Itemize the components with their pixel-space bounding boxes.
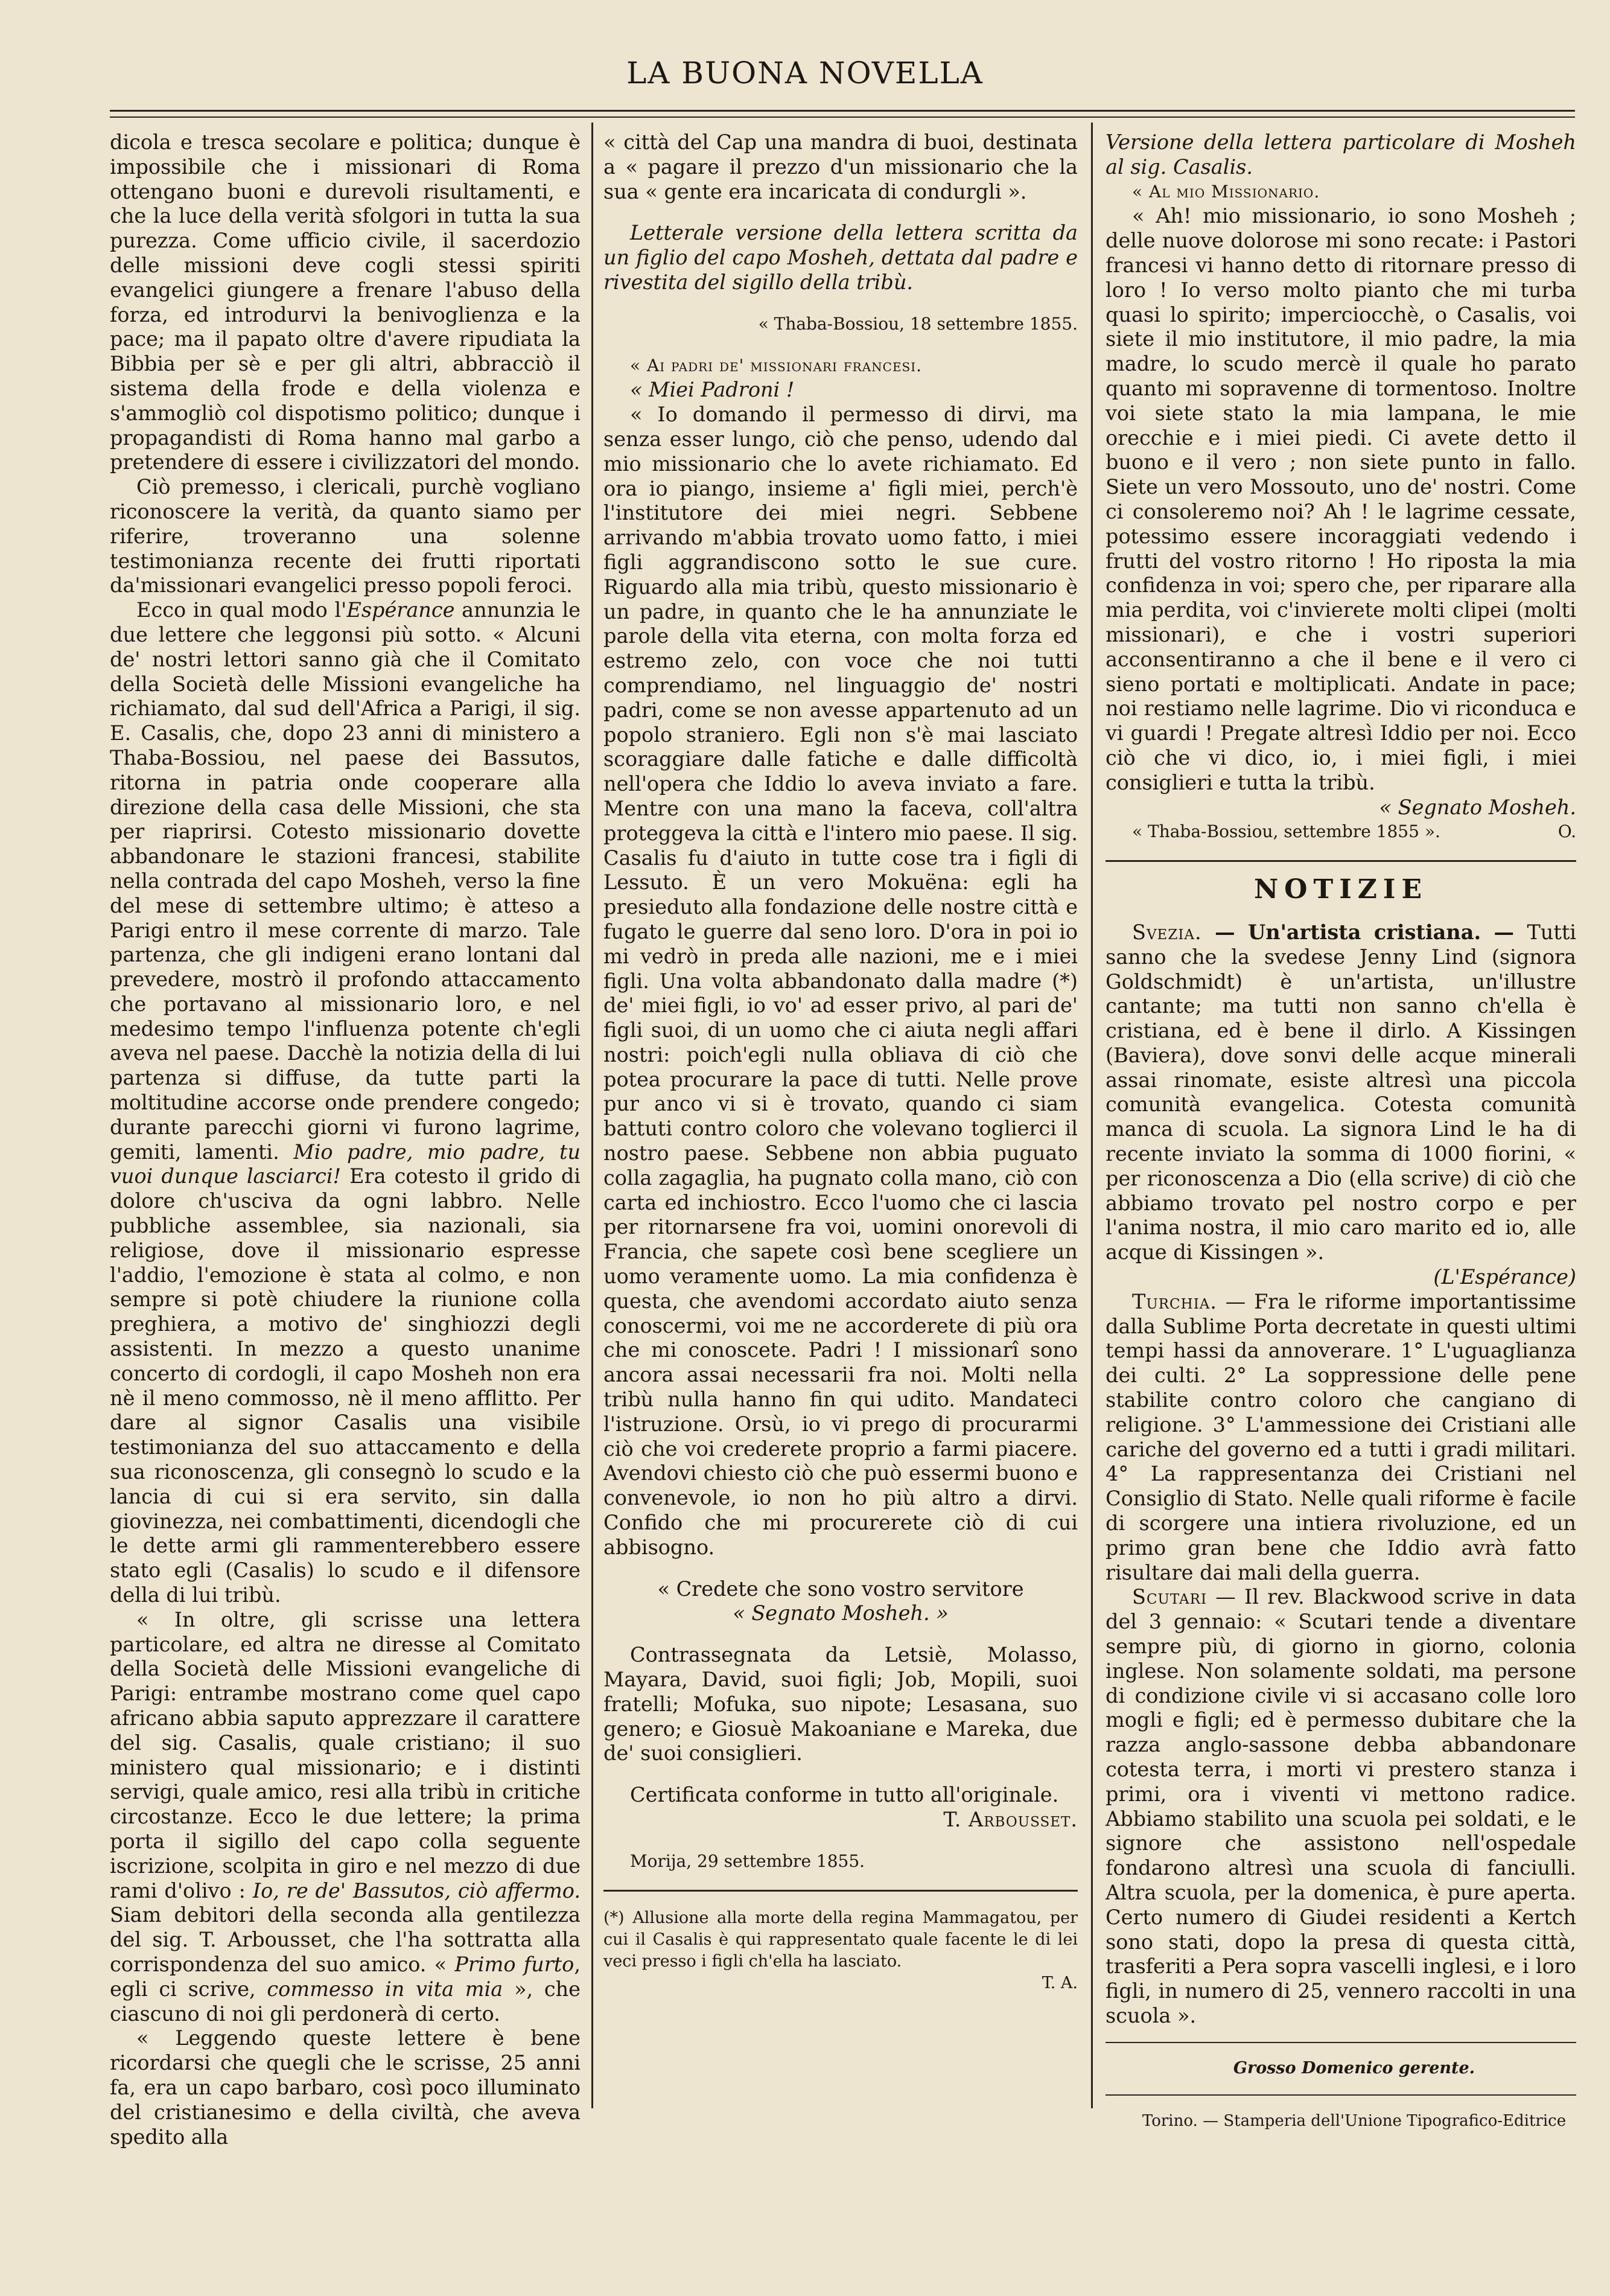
text-run: — Il rev. Blackwood scrive in data del 3 gennaio: « Scutari tende a diventare sempre più, di giorno in giorno, colonia inglese. Non solamente soldati, ma persone di condizione civile vi si accasano colle loro mogli e figli; ed è permesso dubitare che la razza anglo-sassone debba abbandonare cotesta terra, i morti vi prestero stanza i primi, ora i viventi vi mettono radice. Abbiamo stabilito una scuola pei soldati, e le signore che assistono nell'ospedale fondarono altresì una scuola di fanciulli. Altra scuola, per la domenica, è pure aperta. Certo numero di Giudei residenti a Kertch sono stati, dopo la presa di questa città, trasferiti a Pera sopra vascelli inglesi, e i loro figli, in numero di 25, vennero raccolti in una scuola ». — [1106, 1585, 1576, 2027]
news-place: Turchia. — [1132, 1289, 1218, 1313]
news-item — [1106, 920, 1576, 1265]
masthead-rule — [110, 110, 1575, 112]
editor-line: Grosso Domenico gerente. — [1233, 2058, 1475, 2078]
letter-date — [1106, 820, 1576, 844]
letter-salutation: « Miei Padroni ! — [630, 378, 795, 402]
news-item — [1106, 1290, 1576, 1586]
text-run: annunzia le due lettere che leggonsi più sotto. « Alcuni de' nostri lettori sanno già che il Comitato della Società delle Missioni evangeliche ha richiamato, dal sud dell'Africa a Parigi, il sig. E. Casalis, che, dopo 23 anni di ministero a Thaba-Bossiou, nel paese dei Bassutos, ritorna in patria onde cooperare alla direzione della casa delle Missioni, che sta per riaprirsi. Cotesto missionario dovette abbandonare le stazioni francesi, stabilite nella contrada del capo Mosheh, verso la fine del mese di settembre ultimo; è atteso a Parigi entro il mese corrente di marzo. Tale partenza, che gli indigeni erano lontani dal prevedere, mostrò il profondo attaccamento che portavano al missionario loro, e nel medesimo tempo l'influenza potente ch'egli aveva nel paese. Dacchè la notizia della di lui partenza si diffuse, da tutte parti la moltitudine accorse onde prendere congedo; durante parecchi giorni vi furono lagrime, gemiti, lamenti. — [110, 598, 581, 1164]
column-divider-right — [1091, 123, 1093, 2108]
text-run: Primo furto — [454, 1952, 574, 1976]
paragraph — [110, 1608, 581, 2027]
certifier: T. Arbousset. — [943, 1808, 1078, 1831]
footnote-signature: T. A. — [1042, 1973, 1078, 1992]
column-1 — [110, 130, 581, 2149]
paragraph: dicola e tresca secolare e politica; dunque è impossibile che i missionari di Roma ottengano buoni e durevoli risultamenti, e che la luce della verità sfolgori in tutta la sua purezza. Come ufficio civile, il sacerdozio delle missioni deve cogli stessi spiriti evangelici giungere a frenare l'abuso della forza, ed introdurvi la benivoglienza e la pace; ma il papato oltre d'avere ripudiata la Bibbia per sè e per gli altri, abbracciò il sistema della frode e della violenza e s'ammogliò col dispotismo politico; dunque i propagandisti di Roma hanno mal garbo a pretendere di essere i civilizzatori del mondo. — [110, 130, 581, 474]
text-run: Tutti sanno che la svedese Jenny Lind (signora Goldschmidt) è un'artista, un'illustre cantante; ma tutti non sanno ch'ella è cristiana, ed è bene il dirlo. A Kissingen (Baviera), dove sonvi delle acque minerali assai rinomate, esiste altresì una piccola comunità evangelica. Cotesta comunità manca di scuola. La signora Lind le ha di recente inviato la somma di 1000 fiorini, « per riconoscenza a Dio (ella scrive) di ciò che abbiamo trovato pel nostro corpo e per l'anima nostra, il mio caro marito ed io, alle acque di Kissingen ». — [1106, 920, 1576, 1264]
letter-body: « Io domando il permesso di dirvi, ma senza esser lungo, ciò che penso, udendo dal mio missionario che lo avete richiamato. Ed ora io piango, insieme a' figli miei, perch'è l'institutore dei miei negri. Sebbene arrivando m'abbia trovato uomo fatto, i miei figli aggrandiscono sotto le sue cure. Riguardo alla mia tribù, questo missionario è un padre, in quanto che le ha annunziate le parole della vita eterna, con molta forza ed estremo zelo, con voce che noi tutti comprendiamo, nel linguaggio de' nostri padri, come se non avesse appartenuto ad un popolo straniero. Egli non s'è mai lasciato scoraggiare dalle fatiche e dalle difficoltà nell'opera che Iddio lo aveva inviato a fare. Mentre con una mano la faceva, coll'altra proteggeva la città e l'intero mio paese. Il sig. Casalis fu d'aiuto in tutte cose tra i figli di Lessuto. È un vero Mokuëna: egli ha presieduto alla fondazione delle nostre città e fugato le guerre dal seno loro. D'ora in poi io mi vedrò in preda alle nazioni, me e i miei figli. Una volta abbandonato dalla madre (*) de' miei figli, io vo' ad esser privo, al pari de' figli suoi, di un uomo che ci aiuta negli affari nostri: poich'egli nulla obliava di ciò che potea procurare la pace di tutti. Nelle prove pur anco vi si è trovato, quando ci siam battuti contro coloro che volevano toglierci il nostro paese. Sebbene non abbia puguato colla zagaglia, ha pugnato colla mano, ciò con carta ed inchiostro. Ecco l'uomo che ci lascia per ritornarsene fra voi, uomini onorevoli di Francia, che sapete così bene scegliere un uomo veramente uomo. La mia confidenza è questa, che avendomi accordato aiuto senza conoscermi, voi me ne accorderete di più ora che mi conoscete. Padri ! I missionarî sono ancora assai necessarii fra noi. Molti nella tribù nulla hanno fin qui udito. Mandateci l'istruzione. Orsù, io vi prego di procurarmi ciò che voi crederete proprio a farmi piacere. Avendovi chiesto ciò che può essermi buono e convenevole, io non ho più altro a dirvi. Confido che mi procurerete ciò di cui abbisogno. — [603, 403, 1078, 1559]
masthead-rule-thin — [110, 116, 1575, 118]
text-run: Ecco in qual modo l' — [136, 598, 347, 622]
countersignature: Contrassegnata da Letsiè, Molasso, Mayara, David, suoi figli; Job, Mopili, suoi fratelli; Mofuka, suo nipote; Lesasana, suo genero; e Giosuè Makoaniane e Mareka, due de' suoi consiglieri. — [603, 1643, 1078, 1765]
letter-closing: « Credete che sono vostro servitore — [657, 1577, 1024, 1601]
news-source: (L'Espérance) — [1433, 1265, 1576, 1289]
news-section-title: NOTIZIE — [1253, 874, 1428, 905]
text-run: », che ciascuno di noi gli perdonerà di certo. — [110, 1977, 581, 2026]
section-rule — [1106, 860, 1576, 862]
footnote: (*) Allusione alla morte della regina Mammagatou, per cui il Casalis è qui rappresentato quale facente le di lei veci presso i figli ch'ella ha lasciato. — [603, 1908, 1078, 1971]
paragraph: « città del Cap una mandra di buoi, destinata a « pagare il prezzo d'un missionario che la sua « gente era incaricata di condurgli ». — [603, 130, 1078, 203]
news-place: Scutari — [1132, 1585, 1208, 1609]
letter-heading: Versione della lettera particolare di Mosheh al sig. Casalis. — [1106, 130, 1576, 179]
letter-heading: Letterale versione della lettera scritta da un figlio del capo Mosheh, dettata dal padre e rivestita del sigillo della tribù. — [603, 221, 1078, 294]
letter-address: « Al mio Missionario. — [1132, 181, 1320, 202]
text-run: Era cotesto il grido di dolore ch'usciva da ogni labbro. Nelle pubbliche assemblee, sia nazionali, sia religiose, dove il missionario espresse l'addio, l'emozione è stata al colmo, e non sempre si potè chiudere la riunione colla preghiera, a motivo de' singhiozzi degli assistenti. In mezzo a questo unanime concerto di cordogli, il capo Mosheh non era nè il meno commosso, nè il meno afflitto. Per dare al signor Casalis una visibile testimonianza del suo attaccamento e della sua riconoscenza, gli consegnò lo scudo e la lancia di cui si era servito, sin dalla giovinezza, nei combattimenti, dicendogli che le dette armi gli rammenterebbero essere stato egli (Casalis) lo scudo e il difensore della di lui tribù. — [110, 1164, 581, 1607]
letter-signature: « Segnato Mosheh. — [1379, 795, 1576, 819]
place-date: Morija, 29 settembre 1855. — [630, 1851, 865, 1871]
news-place: Svezia. — [1132, 920, 1202, 944]
paragraph: Ciò premesso, i clericali, purchè vogliano riconoscere la verità, da quanto siamo per riferire, troveranno una solenne testimonianza recente dei frutti riportati da'missionari evangelici presso popoli feroci. — [110, 475, 581, 598]
text-run: Siam debitori della seconda alla gentilezza del sig. T. Arbousset, che l'ha sottratta alla corrispondenza del suo amico. « — [110, 1903, 581, 1976]
column-divider-left — [591, 123, 593, 2108]
news-item — [1106, 1585, 1576, 2028]
footnote-rule — [603, 1890, 1078, 1892]
printer-line: Torino. — Stamperia dell'Unione Tipografico-Editrice — [1142, 2111, 1567, 2130]
text-run: , egli ci scrive, — [110, 1952, 581, 2001]
text-run: — Fra le riforme importantissime dalla Sublime Porta decretate in questi ultimi tempi hassi da annoverare. 1° L'uguaglianza dei culti. 2° La soppressione delle pene stabilite contro coloro che cangiano di religione. 3° L'ammessione dei Cristiani alle cariche del governo ed a tutti i gradi militari. 4° La rappresentanza dei Cristiani nel Consiglio di Stato. Nelle quali riforme è facile di scorgere una intiera rivoluzione, ed un primo gran bene che Iddio avrà fatto risultare dai mali della guerra. — [1106, 1289, 1576, 1584]
text-run: Mio padre, mio padre, tu vuoi dunque lasciarci! — [110, 1140, 581, 1188]
letter-dateline: « Thaba-Bossiou, 18 settembre 1855. — [758, 313, 1078, 334]
text-run: « In oltre, gli scrisse una lettera particolare, ed altra ne diresse al Comitato della Società delle Missioni evangeliche di Parigi: entrambe mostrano come quel capo africano abbia saputo apprezzare il carattere del sig. Casalis, quale cristiano; il suo ministero qual missionario; e i distinti servigi, quale amico, resi alla tribù in critiche circostanze. Ecco le due lettere; la prima porta il sigillo del capo colla seguente iscrizione, scolpita in giro e nel mezzo di due rami d'olivo : — [110, 1607, 581, 1902]
certification: Certificata conforme in tutto all'originale. — [630, 1783, 1059, 1807]
footer-rule-2 — [1106, 2094, 1576, 2096]
column-2 — [603, 130, 1078, 1994]
text-run: commesso in vita mia — [267, 1977, 503, 2001]
text-run: Io, re de' Bassutos, ciò affermo. — [252, 1878, 581, 1902]
text-run: « Thaba-Bossiou, settembre 1855 ». — [1132, 821, 1440, 842]
letter-body: « Ah! mio missionario, io sono Mosheh ; delle nuove dolorose mi sono recate: i Pastori francesi vi hanno detto di ritornare presso di loro ! Io verso molto pianto che mi turba quasi lo spirito; imperciocchè, o Casalis, voi siete il mio institutore, il mio padre, la mia madre, lo scudo mercè il quale ho parato quanto mi sopravenne di tormentoso. Inoltre voi siete stato la mia lampana, le mie orecchie e i miei piedi. Ci avete detto il buono e il vero ; non siete punto in fallo. Siete un vero Mossouto, uno de' nostri. Come ci consoleremo noi? Ah ! le lagrime cessate, potessimo essere incoraggiati vedendo i frutti del vostro ritorno ! Ho riposta la mia confidenza in voi; spero che, per riparare alla mia perdita, voi c'invierete molti clipei (molti missionari), e che i vostri superiori acconsentiranno a che il bene e il vero ci sieno portati e moltiplicati. Andate in pace; noi restiamo nelle lagrime. Dio vi riconduca e vi guardi ! Pregate altresì Iddio per noi. Ecco ciò che vi dico, io, i miei figli, i miei consiglieri e tutta la tribù. — [1106, 204, 1576, 794]
paragraph — [110, 598, 581, 1608]
news-title: — Un'artista cristiana. — — [1201, 920, 1527, 944]
letter-address: « Ai padri de' missionari francesi. — [630, 355, 923, 375]
letter-signature: « Segnato Mosheh. » — [733, 1601, 949, 1625]
text-run: Espérance — [346, 598, 455, 622]
column-3 — [1106, 130, 1576, 2133]
footer-rule — [1106, 2042, 1576, 2043]
initial: O. — [1558, 821, 1576, 842]
paragraph: « Leggendo queste lettere è bene ricordarsi che quegli che le scrisse, 25 anni fa, era un capo barbaro, così poco illuminato del cristianesimo e della civiltà, che aveva spedito alla — [110, 2026, 581, 2149]
masthead-title: LA BUONA NOVELLA — [626, 56, 984, 91]
